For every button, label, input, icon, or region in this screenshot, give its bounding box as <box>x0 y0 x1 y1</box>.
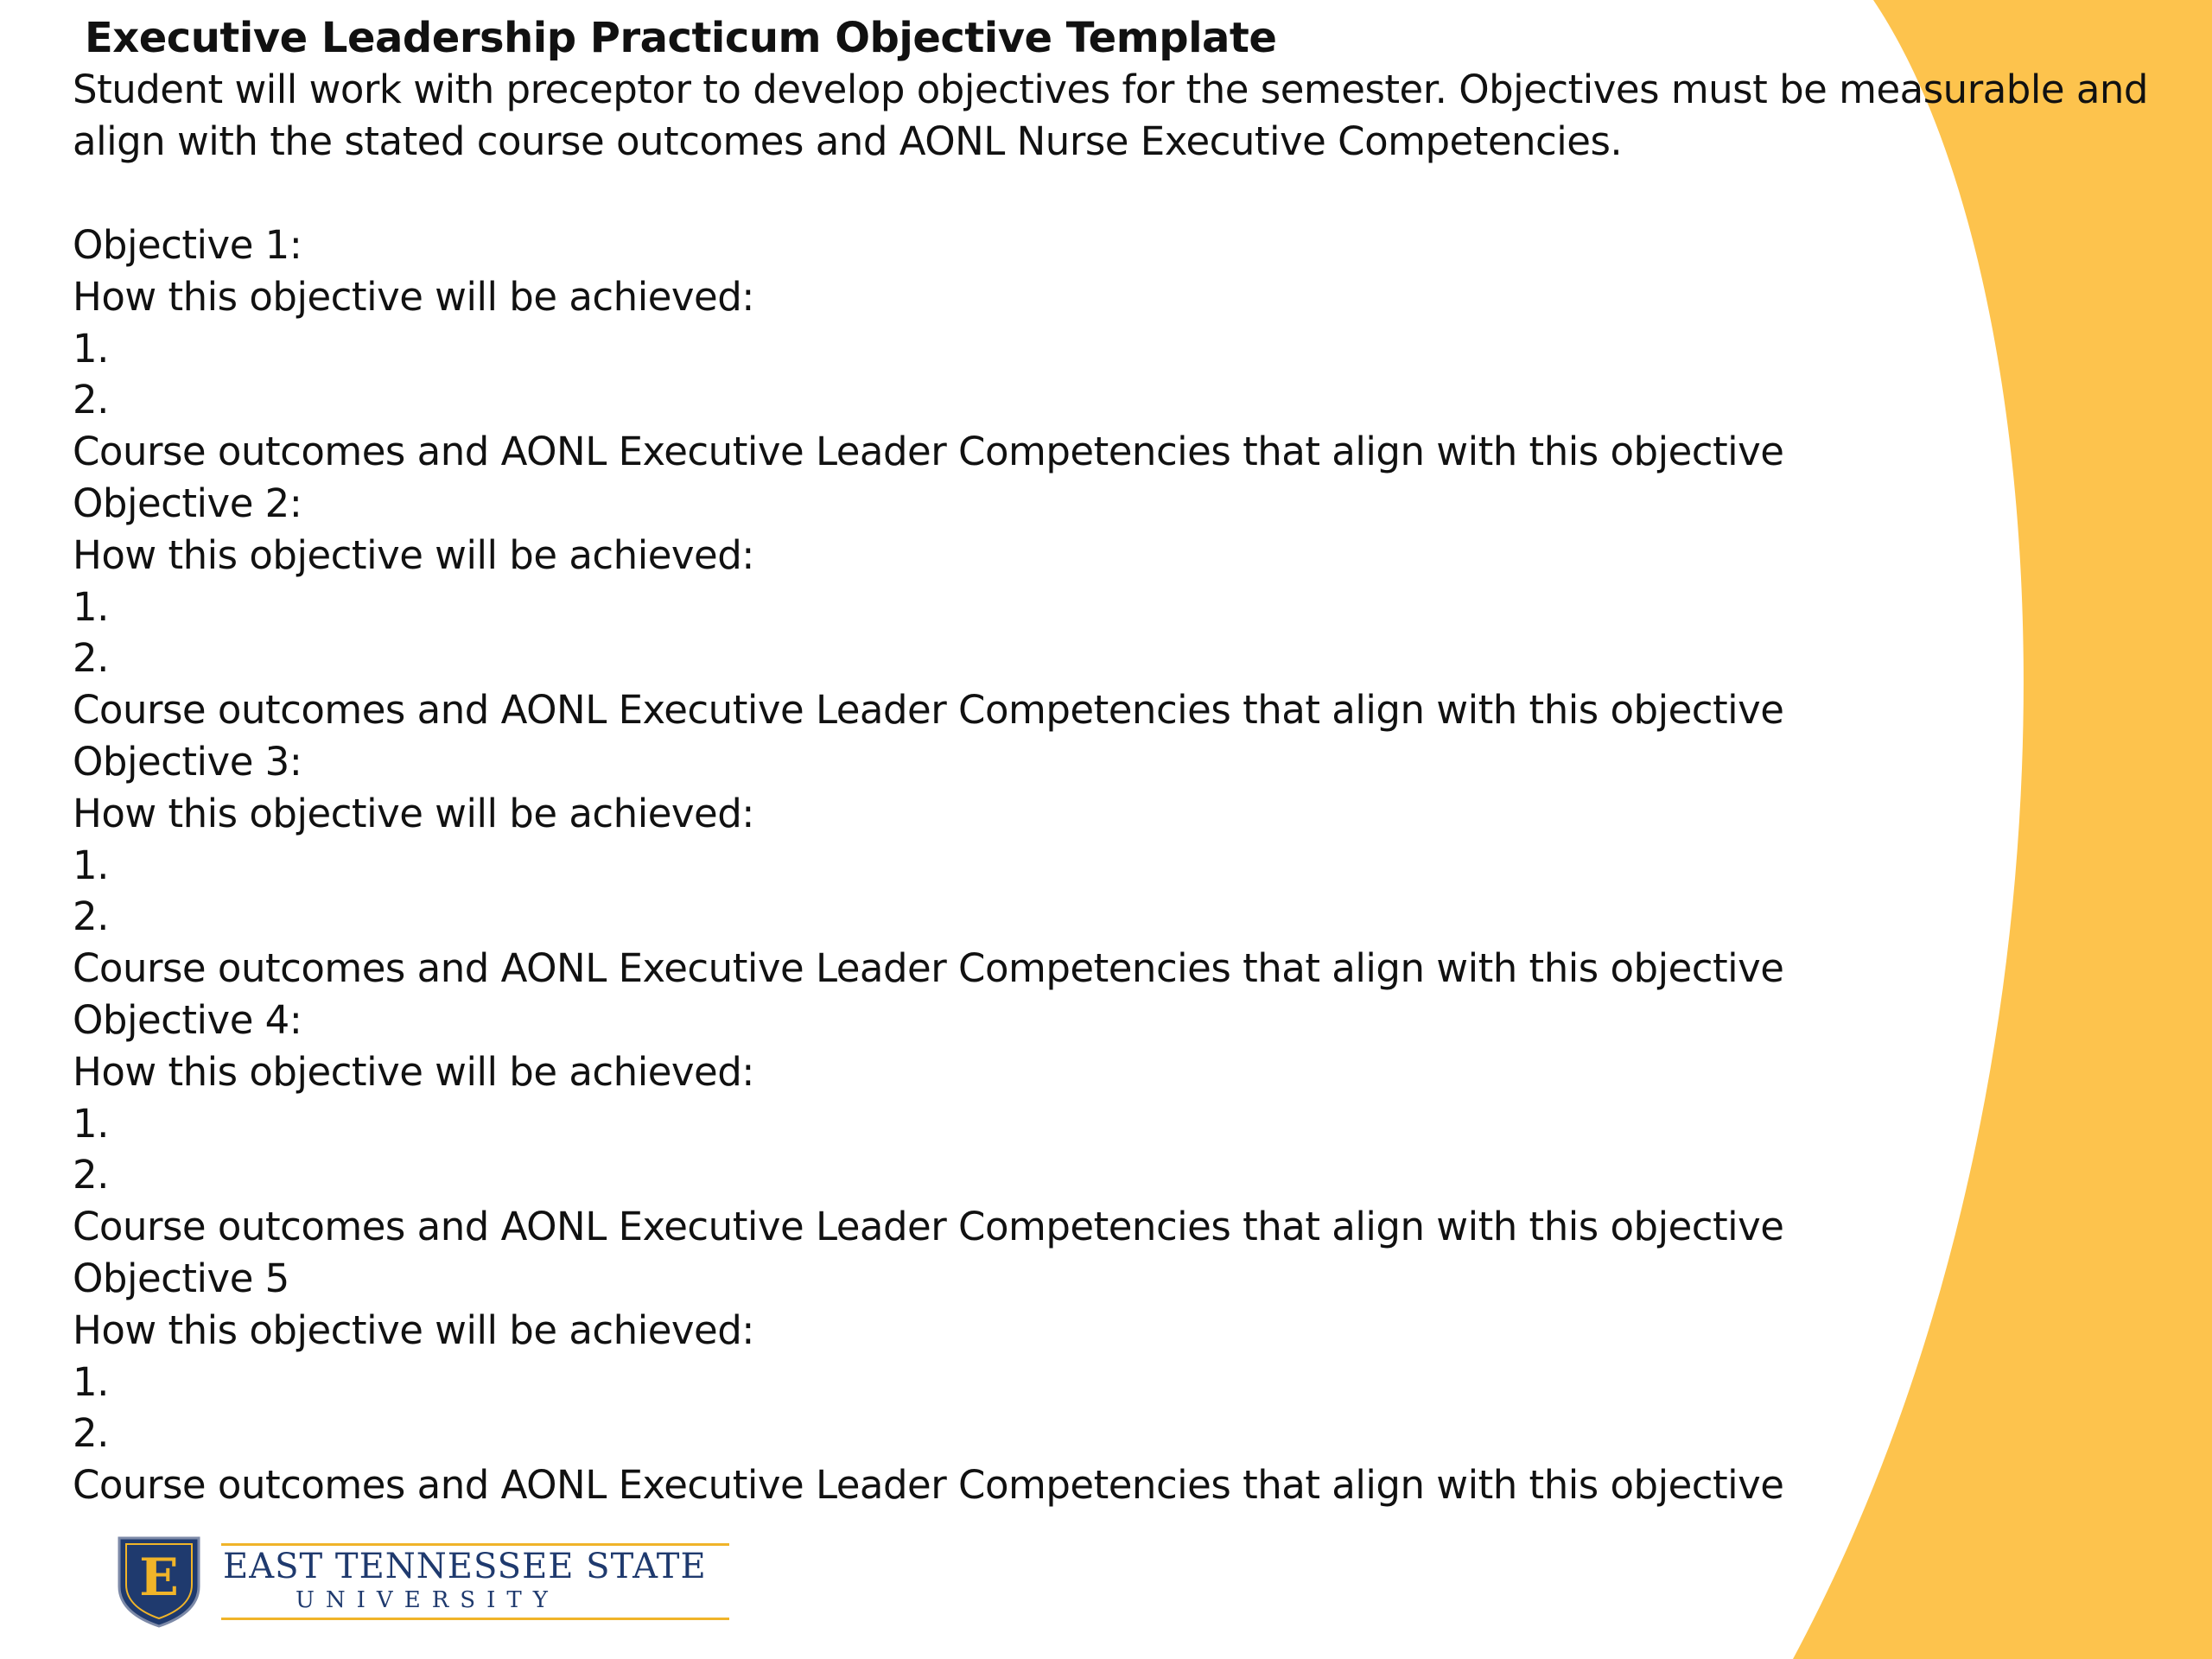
objective-alignment: Course outcomes and AONL Executive Leader Competencies that align with this objective <box>73 945 1784 992</box>
objective-step-2: 2. <box>73 377 109 423</box>
slide-title: Executive Leadership Practicum Objective Template <box>85 14 1277 62</box>
objective-alignment: Course outcomes and AONL Executive Leader Competencies that align with this objective <box>73 687 1784 734</box>
objective-how-label: How this objective will be achieved: <box>73 273 754 320</box>
objective-how-label: How this objective will be achieved: <box>73 531 754 578</box>
intro-text-line-2: align with the stated course outcomes and AONL Nurse Executive Competencies. <box>73 118 1623 164</box>
etsu-logo <box>116 1535 707 1630</box>
objective-block-5 <box>73 1253 1783 1511</box>
objectives-list <box>73 219 1783 1511</box>
objective-step-2: 2. <box>73 1410 109 1457</box>
objective-heading: Objective 3: <box>73 738 302 785</box>
objective-step-1: 1. <box>73 325 109 372</box>
shield-icon <box>116 1535 202 1628</box>
objective-step-1: 1. <box>73 1358 109 1405</box>
objective-heading: Objective 5 <box>73 1255 289 1301</box>
objective-how-label: How this objective will be achieved: <box>73 1306 754 1353</box>
objective-block-1 <box>73 219 1783 478</box>
objective-step-1: 1. <box>73 1100 109 1147</box>
objective-block-2 <box>73 478 1783 736</box>
objective-how-label: How this objective will be achieved: <box>73 790 754 836</box>
objective-step-1: 1. <box>73 583 109 630</box>
objective-heading: Objective 2: <box>73 480 302 526</box>
logo-rule-top <box>221 1543 729 1546</box>
objective-how-label: How this objective will be achieved: <box>73 1048 754 1095</box>
intro-text-line-1: Student will work with preceptor to develop objectives for the semester. Objectives must be measurable and <box>73 67 2148 112</box>
shield-monogram: E <box>139 1548 179 1608</box>
objective-alignment: Course outcomes and AONL Executive Leader Competencies that align with this objective <box>73 429 1784 475</box>
objective-step-1: 1. <box>73 842 109 888</box>
objective-heading: Objective 1: <box>73 222 302 268</box>
objective-block-3 <box>73 736 1783 995</box>
objective-block-4 <box>73 995 1783 1253</box>
logo-name: EAST TENNESSEE STATE <box>223 1547 707 1586</box>
objective-step-2: 2. <box>73 1152 109 1198</box>
objective-alignment: Course outcomes and AONL Executive Leader Competencies that align with this objective <box>73 1204 1784 1250</box>
objective-step-2: 2. <box>73 635 109 682</box>
logo-rule-bottom <box>221 1618 729 1620</box>
objective-alignment: Course outcomes and AONL Executive Leader Competencies that align with this objective <box>73 1462 1784 1509</box>
objective-heading: Objective 4: <box>73 996 302 1043</box>
logo-subtitle: UNIVERSITY <box>296 1587 559 1613</box>
objective-step-2: 2. <box>73 893 109 940</box>
